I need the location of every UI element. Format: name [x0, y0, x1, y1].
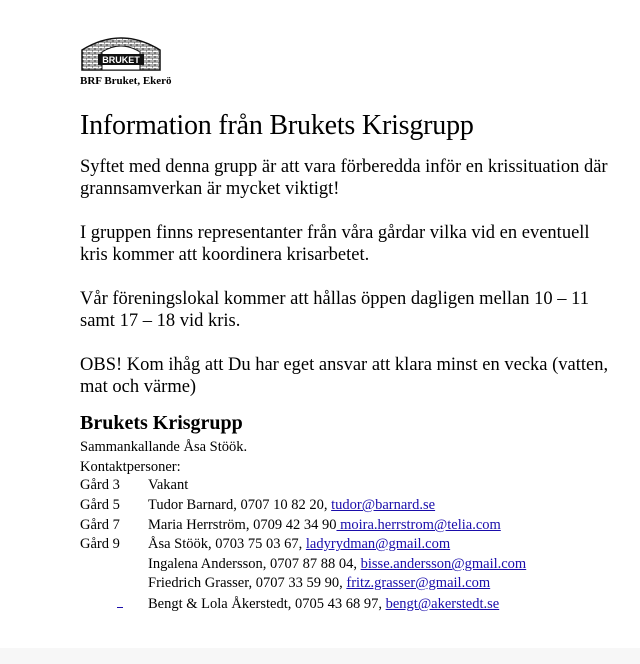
logo-text: BRUKET: [102, 55, 140, 65]
contact-row: [148, 476, 188, 494]
email-link[interactable]: fritz.grasser@gmail.com: [346, 575, 491, 591]
gard-label: Gård 5: [80, 497, 120, 513]
paragraph-opening-hours: Vår föreningslokal kommer att hållas öppen dagligen mellan 10 – 11 samt 17 – 18 vid kris.: [80, 289, 589, 331]
contact-text: Bengt & Lola Åkerstedt, 0705 43 68 97,: [148, 596, 386, 612]
email-link[interactable]: moira.herrstrom@telia.com: [336, 517, 501, 533]
contact-text: Tudor Barnard, 0707 10 82 20,: [148, 497, 332, 513]
contact-row: [148, 516, 501, 534]
contact-row: [148, 535, 450, 553]
contact-row: [148, 574, 490, 592]
page-bottom-edge: [0, 648, 640, 664]
contact-text: Friedrich Grasser, 0707 33 59 90,: [148, 575, 347, 591]
email-link[interactable]: bengt@akerstedt.se: [385, 596, 500, 612]
paragraph-notice: OBS! Kom ihåg att Du har eget ansvar att klara minst en vecka (vatten, mat och värme): [80, 355, 609, 397]
underline-mark: [117, 607, 123, 608]
contacts-label: Kontaktpersoner:: [80, 459, 181, 475]
gard-label: Gård 3: [80, 477, 120, 493]
contact-text: Ingalena Andersson, 0707 87 88 04,: [148, 556, 361, 572]
contact-row: [148, 595, 499, 613]
page-title: Information från Brukets Krisgrupp: [80, 110, 474, 141]
email-link[interactable]: bisse.andersson@gmail.com: [360, 556, 527, 572]
convener-line: Sammankallande Åsa Stöök.: [80, 439, 248, 455]
bruket-logo: [80, 32, 162, 72]
contact-text: Vakant: [148, 477, 189, 493]
contact-text: Åsa Stöök, 0703 75 03 67,: [148, 536, 306, 552]
contact-row: [148, 496, 435, 514]
paragraph-purpose: Syftet med denna grupp är att vara förberedda inför en krissituation där grannsamverkan är mycket viktigt!: [80, 157, 608, 199]
organization-name: BRF Bruket, Ekerö: [80, 75, 172, 87]
email-link[interactable]: tudor@barnard.se: [331, 497, 436, 513]
contact-row: [148, 555, 526, 573]
group-heading: Brukets Krisgrupp: [80, 412, 243, 434]
contact-text: Maria Herrström, 0709 42 34 90: [148, 517, 337, 533]
gard-label: Gård 7: [80, 517, 120, 533]
email-link[interactable]: ladyrydman@gmail.com: [305, 536, 451, 552]
paragraph-representatives: I gruppen finns representanter från våra gårdar vilka vid en eventuell kris kommer att koordinera krisarbetet.: [80, 223, 590, 265]
gard-label: Gård 9: [80, 536, 120, 552]
